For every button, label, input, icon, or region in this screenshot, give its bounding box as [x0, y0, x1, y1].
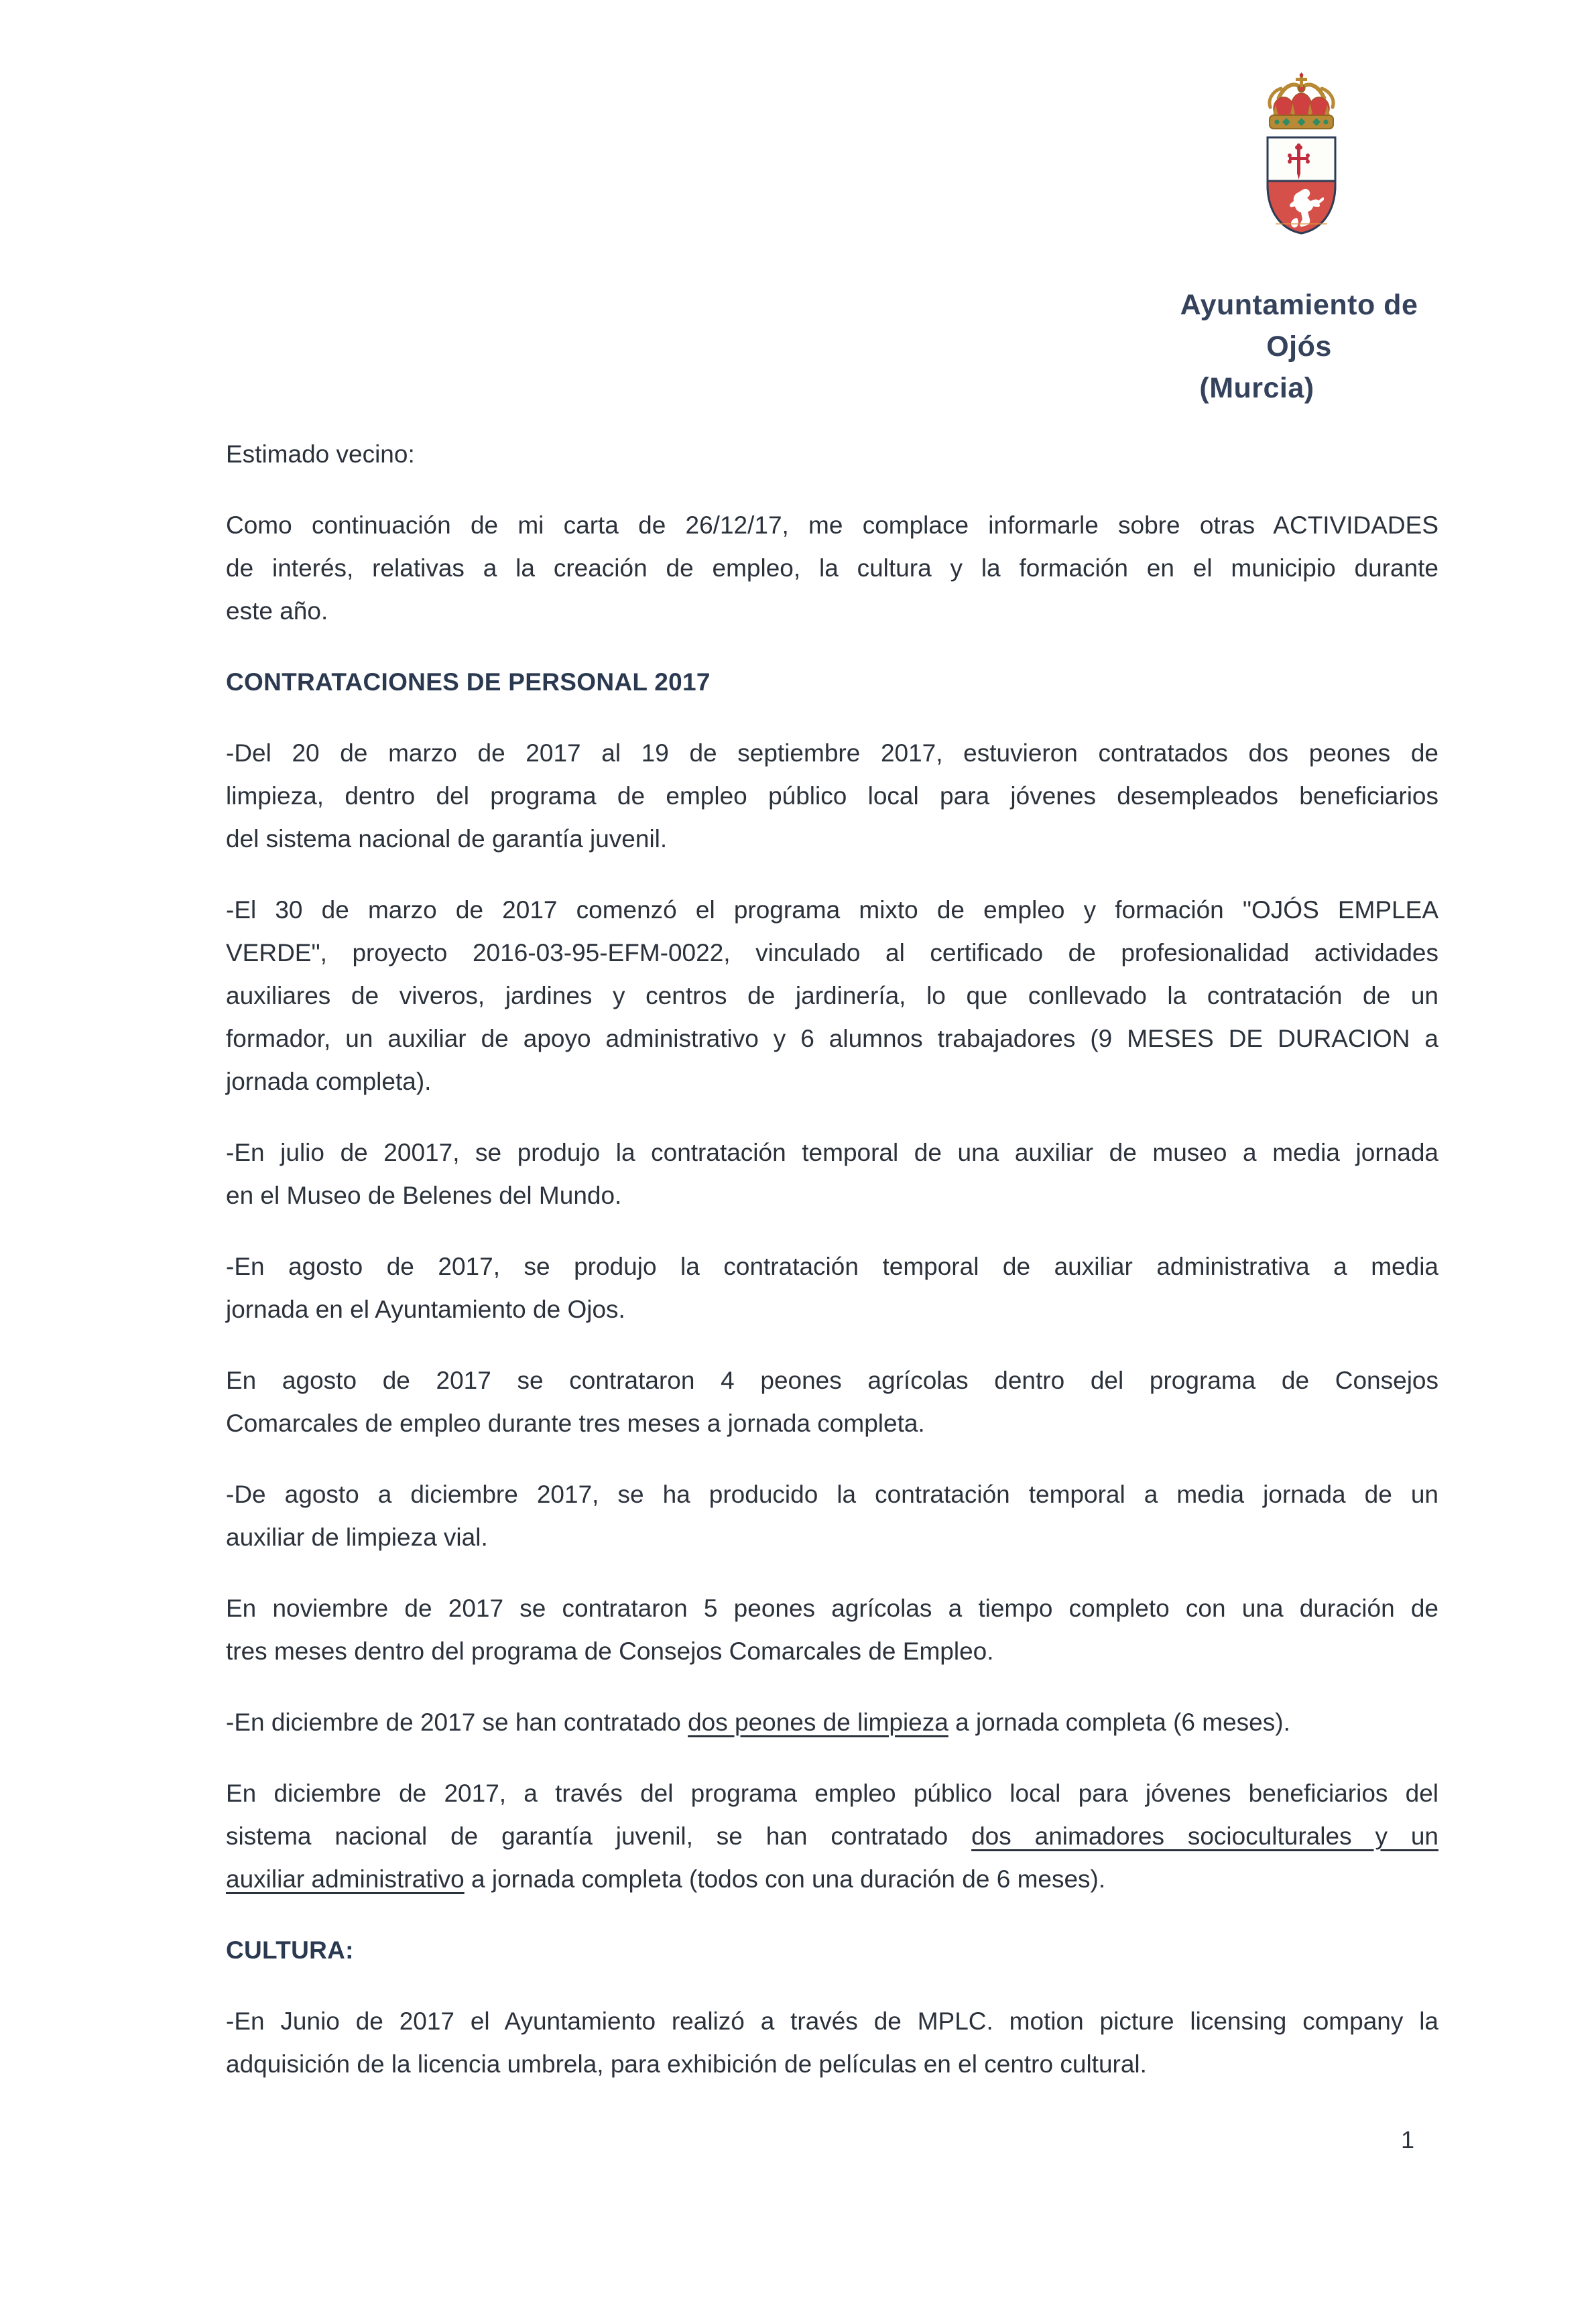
- para-intro: [226, 504, 1438, 633]
- text-line: -El 30 de marzo de 2017 comenzó el programa mixto de empleo y formación "OJÓS EMPLEA: [226, 896, 1438, 924]
- para-limpieza-vial: [226, 1473, 1438, 1559]
- text-line: jornada en el Ayuntamiento de Ojos.: [226, 1296, 625, 1323]
- text-line: adquisición de la licencia umbrela, para exhibición de películas en el centro cultural.: [226, 2050, 1147, 2078]
- text-line: auxiliares de viveros, jardines y centros de jardinería, lo que conllevado la contratación de un: [226, 982, 1438, 1009]
- text-line: -En agosto de 2017, se produjo la contratación temporal de auxiliar administrativa a media: [226, 1253, 1438, 1280]
- text-line: En noviembre de 2017 se contrataron 5 peones agrícolas a tiempo completo con una duración de: [226, 1595, 1438, 1622]
- text-line: formador, un auxiliar de apoyo administrativo y 6 alumnos trabajadores (9 MESES DE DURACION a: [226, 1025, 1438, 1052]
- para-junio-mplc: [226, 2000, 1438, 2086]
- para-julio-museo: [226, 1131, 1438, 1217]
- text-line: En agosto de 2017 se contrataron 4 peones agrícolas dentro del programa de Consejos: [226, 1367, 1438, 1394]
- text-line: limpieza, dentro del programa de empleo público local para jóvenes desempleados beneficiarios: [226, 782, 1438, 810]
- text-line: Como continuación de mi carta de 26/12/17, me complace informarle sobre otras ACTIVIDADES: [226, 511, 1438, 539]
- text-line: En diciembre de 2017, a través del programa empleo público local para jóvenes beneficiarios del: [226, 1780, 1438, 1807]
- text-line: CONTRATACIONES DE PERSONAL 2017: [226, 668, 711, 696]
- heading-contrataciones: [226, 661, 1438, 704]
- text-line: auxiliar administrativo a jornada completa (todos con una duración de 6 meses).: [226, 1865, 1106, 1893]
- para-agosto-peones-agricolas: [226, 1359, 1438, 1445]
- text-line: Comarcales de empleo durante tres meses a jornada completa.: [226, 1410, 925, 1437]
- text-line: VERDE", proyecto 2016-03-95-EFM-0022, vinculado al certificado de profesionalidad actividades: [226, 939, 1438, 967]
- org-name: Ayuntamiento de Ojós: [1180, 289, 1418, 363]
- text-line: este año.: [226, 597, 328, 625]
- text-line: -En julio de 20017, se produjo la contratación temporal de una auxiliar de museo a media jornada: [226, 1139, 1438, 1166]
- text-line: de interés, relativas a la creación de empleo, la cultura y la formación en el municipio durante: [226, 554, 1438, 582]
- coat-of-arms-ojos-icon: [1264, 72, 1339, 235]
- org-region: (Murcia): [1199, 372, 1314, 404]
- para-diciembre-animadores: [226, 1772, 1438, 1901]
- page-number: 1: [1401, 2126, 1415, 2154]
- text-line: auxiliar de limpieza vial.: [226, 1523, 488, 1551]
- para-diciembre-peones: [226, 1701, 1438, 1744]
- para-agosto-administrativa: [226, 1245, 1438, 1331]
- para-noviembre-peones: [226, 1587, 1438, 1673]
- para-ojos-emplea-verde: [226, 889, 1438, 1103]
- text-line: -Del 20 de marzo de 2017 al 19 de septiembre 2017, estuvieron contratados dos peones de: [226, 739, 1438, 767]
- letter-body: [226, 433, 1438, 2114]
- text-line: en el Museo de Belenes del Mundo.: [226, 1182, 622, 1209]
- text-line: CULTURA:: [226, 1936, 354, 1964]
- text-line: -En Junio de 2017 el Ayuntamiento realizó a través de MPLC. motion picture licensing company la: [226, 2007, 1438, 2035]
- text-line: -En diciembre de 2017 se han contratado dos peones de limpieza a jornada completa (6 meses).: [226, 1708, 1290, 1736]
- text-line: del sistema nacional de garantía juvenil.: [226, 825, 668, 853]
- salutation: [226, 433, 1438, 476]
- text-line: tres meses dentro del programa de Consejos Comarcales de Empleo.: [226, 1637, 994, 1665]
- heading-cultura: [226, 1929, 1438, 1972]
- text-line: -De agosto a diciembre 2017, se ha producido la contratación temporal a media jornada de un: [226, 1481, 1438, 1508]
- text-line: jornada completa).: [226, 1068, 432, 1095]
- para-marzo-peones: [226, 732, 1438, 861]
- org-header: [1152, 284, 1447, 409]
- text-line: Estimado vecino:: [226, 440, 415, 468]
- text-line: sistema nacional de garantía juvenil, se han contratado dos animadores socioculturales y un: [226, 1822, 1438, 1850]
